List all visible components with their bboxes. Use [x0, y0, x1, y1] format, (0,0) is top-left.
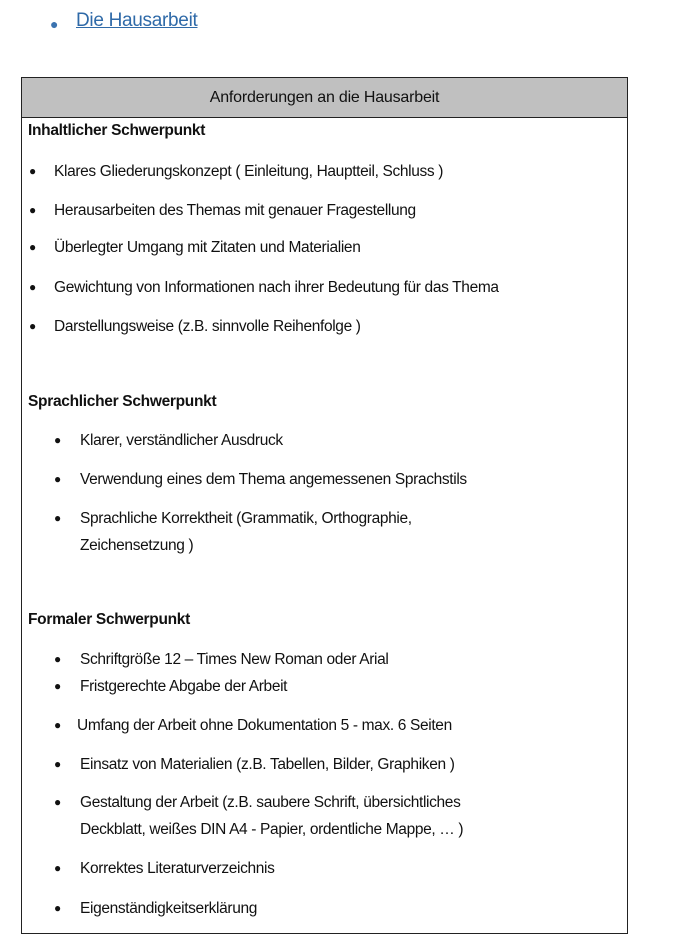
bullet-icon: ●	[54, 861, 62, 875]
bullet-icon: ●	[54, 679, 62, 693]
bullet-icon: ●	[29, 280, 37, 294]
list-item: Korrektes Literaturverzeichnis	[80, 860, 275, 877]
bullet-icon: ●	[29, 319, 37, 333]
bullet-icon: ●	[54, 511, 62, 525]
list-item: Einsatz von Materialien (z.B. Tabellen, Bilder, Graphiken )	[80, 756, 455, 773]
bullet-icon: ●	[54, 433, 62, 447]
list-item: Gewichtung von Informationen nach ihrer Bedeutung für das Thema	[54, 279, 499, 296]
section-heading: Formaler Schwerpunkt	[28, 611, 190, 628]
list-item: Überlegter Umgang mit Zitaten und Materialien	[54, 239, 361, 256]
list-item: Sprachliche Korrektheit (Grammatik, Orthographie,	[80, 510, 412, 527]
bullet-icon: ●	[54, 901, 62, 915]
bullet-icon: ●	[29, 164, 37, 178]
bullet-icon: ●	[54, 757, 62, 771]
list-item: Zeichensetzung )	[80, 537, 194, 554]
table-title: Anforderungen an die Hausarbeit	[22, 78, 627, 118]
section-heading: Inhaltlicher Schwerpunkt	[28, 122, 206, 139]
bullet-icon: ●	[54, 652, 62, 666]
list-item: Klares Gliederungskonzept ( Einleitung, Hauptteil, Schluss )	[54, 163, 444, 180]
list-item: Umfang der Arbeit ohne Dokumentation 5 - max. 6 Seiten	[77, 717, 452, 734]
list-item: Gestaltung der Arbeit (z.B. saubere Schrift, übersichtliches	[80, 794, 461, 811]
bullet-icon: ●	[29, 240, 37, 254]
bullet-icon: ●	[54, 795, 62, 809]
list-item: Darstellungsweise (z.B. sinnvolle Reihenfolge )	[54, 318, 361, 335]
list-item: Fristgerechte Abgabe der Arbeit	[80, 678, 288, 695]
list-item: Klarer, verständlicher Ausdruck	[80, 432, 283, 449]
list-item: Schriftgröße 12 – Times New Roman oder Arial	[80, 651, 389, 668]
bullet-icon: ●	[54, 472, 62, 486]
list-item: Verwendung eines dem Thema angemessenen Sprachstils	[80, 471, 467, 488]
list-item: Eigenständigkeitserklärung	[80, 900, 258, 917]
bullet-icon: ●	[29, 203, 37, 217]
section-heading: Sprachlicher Schwerpunkt	[28, 393, 217, 410]
die-hausarbeit-link[interactable]: Die Hausarbeit	[76, 10, 198, 31]
bullet-icon: ●	[54, 718, 62, 732]
bullet-icon: ●	[50, 16, 59, 32]
list-item: Deckblatt, weißes DIN A4 - Papier, ordentliche Mappe, … )	[80, 821, 464, 838]
requirements-table	[21, 77, 628, 934]
list-item: Herausarbeiten des Themas mit genauer Fragestellung	[54, 202, 416, 219]
